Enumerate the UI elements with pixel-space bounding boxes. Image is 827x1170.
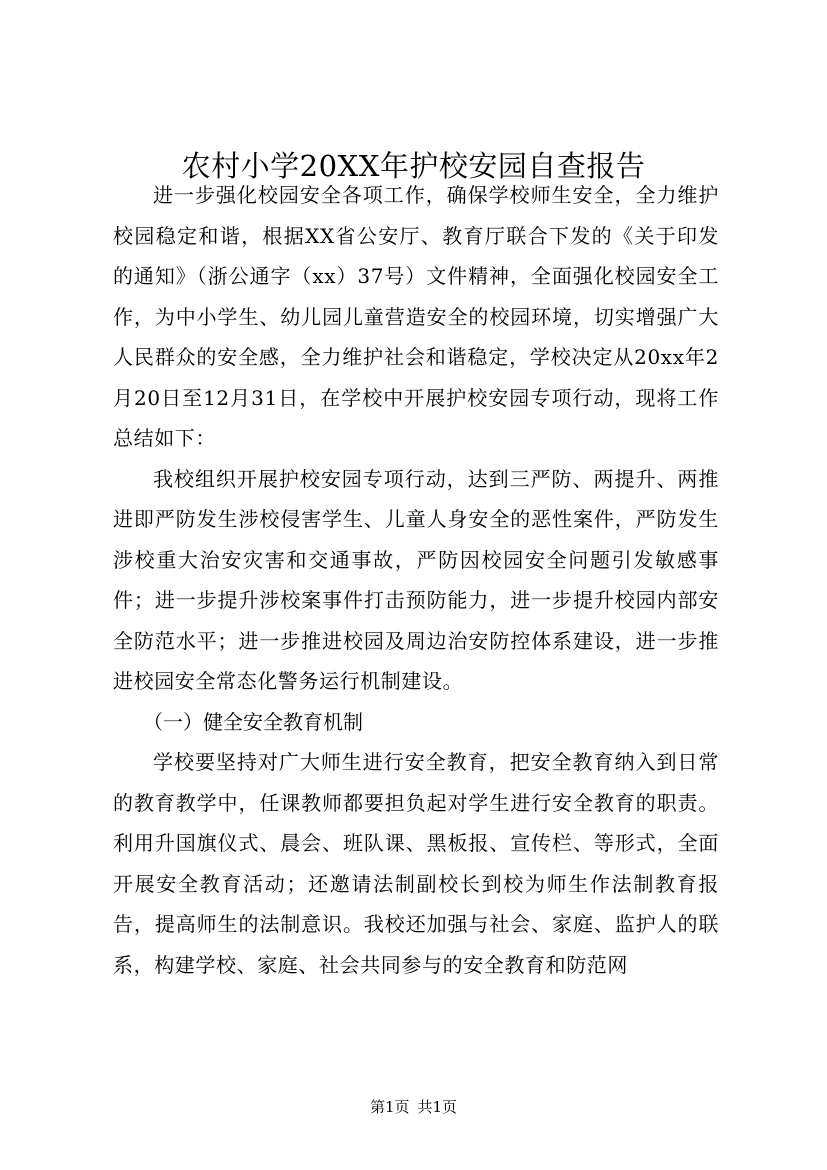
section-heading: （一）健全安全教育机制 — [143, 709, 363, 734]
page-number: 第1页 — [369, 1098, 410, 1116]
page-footer — [0, 1096, 827, 1118]
section-paragraph: 学校要坚持对广大师生进行安全教育，把安全教育纳入到日常的教育教学中，任课教师都要担负起对学生进行安全教育的职责。利用升国旗仪式、晨会、班队课、黑板报、宣传栏、等形式，全面开展安全教育活动；还邀请法制副校长到校为师生作法制教育报告，提高师生的法制意识。我校还加强与社会、家庭、监护人的联系，构建学校、家庭、社会共同参与的安全教育和防范网 — [113, 750, 719, 977]
page-total: 共1页 — [417, 1098, 458, 1116]
intro-paragraph: 进一步强化校园安全各项工作，确保学校师生安全，全力维护校园稳定和谐，根据XX省公安厅、教育厅联合下发的《关于印发的通知》（浙公通字（xx）37号）文件精神，全面强化校园安全工作，为中小学生、幼儿园儿童营造安全的校园环境，切实增强广大人民群众的安全感，全力维护社会和谐稳定，学校决定从20xx年2月20日至12月31日，在学校中开展护校安园专项行动，现将工作总结如下： — [113, 183, 719, 450]
document-title: 农村小学20XX年护校安园自查报告 — [181, 149, 646, 183]
goals-paragraph: 我校组织开展护校安园专项行动，达到三严防、两提升、两推进即严防发生涉校侵害学生、儿童人身安全的恶性案件，严防发生涉校重大治安灾害和交通事故，严防因校园安全问题引发敏感事件；进一步提升涉校案事件打击预防能力，进一步提升校园内部安全防范水平；进一步推进校园及周边治安防控体系建设，进一步推进校园安全常态化警务运行机制建设。 — [113, 466, 719, 693]
document-body — [113, 175, 719, 985]
